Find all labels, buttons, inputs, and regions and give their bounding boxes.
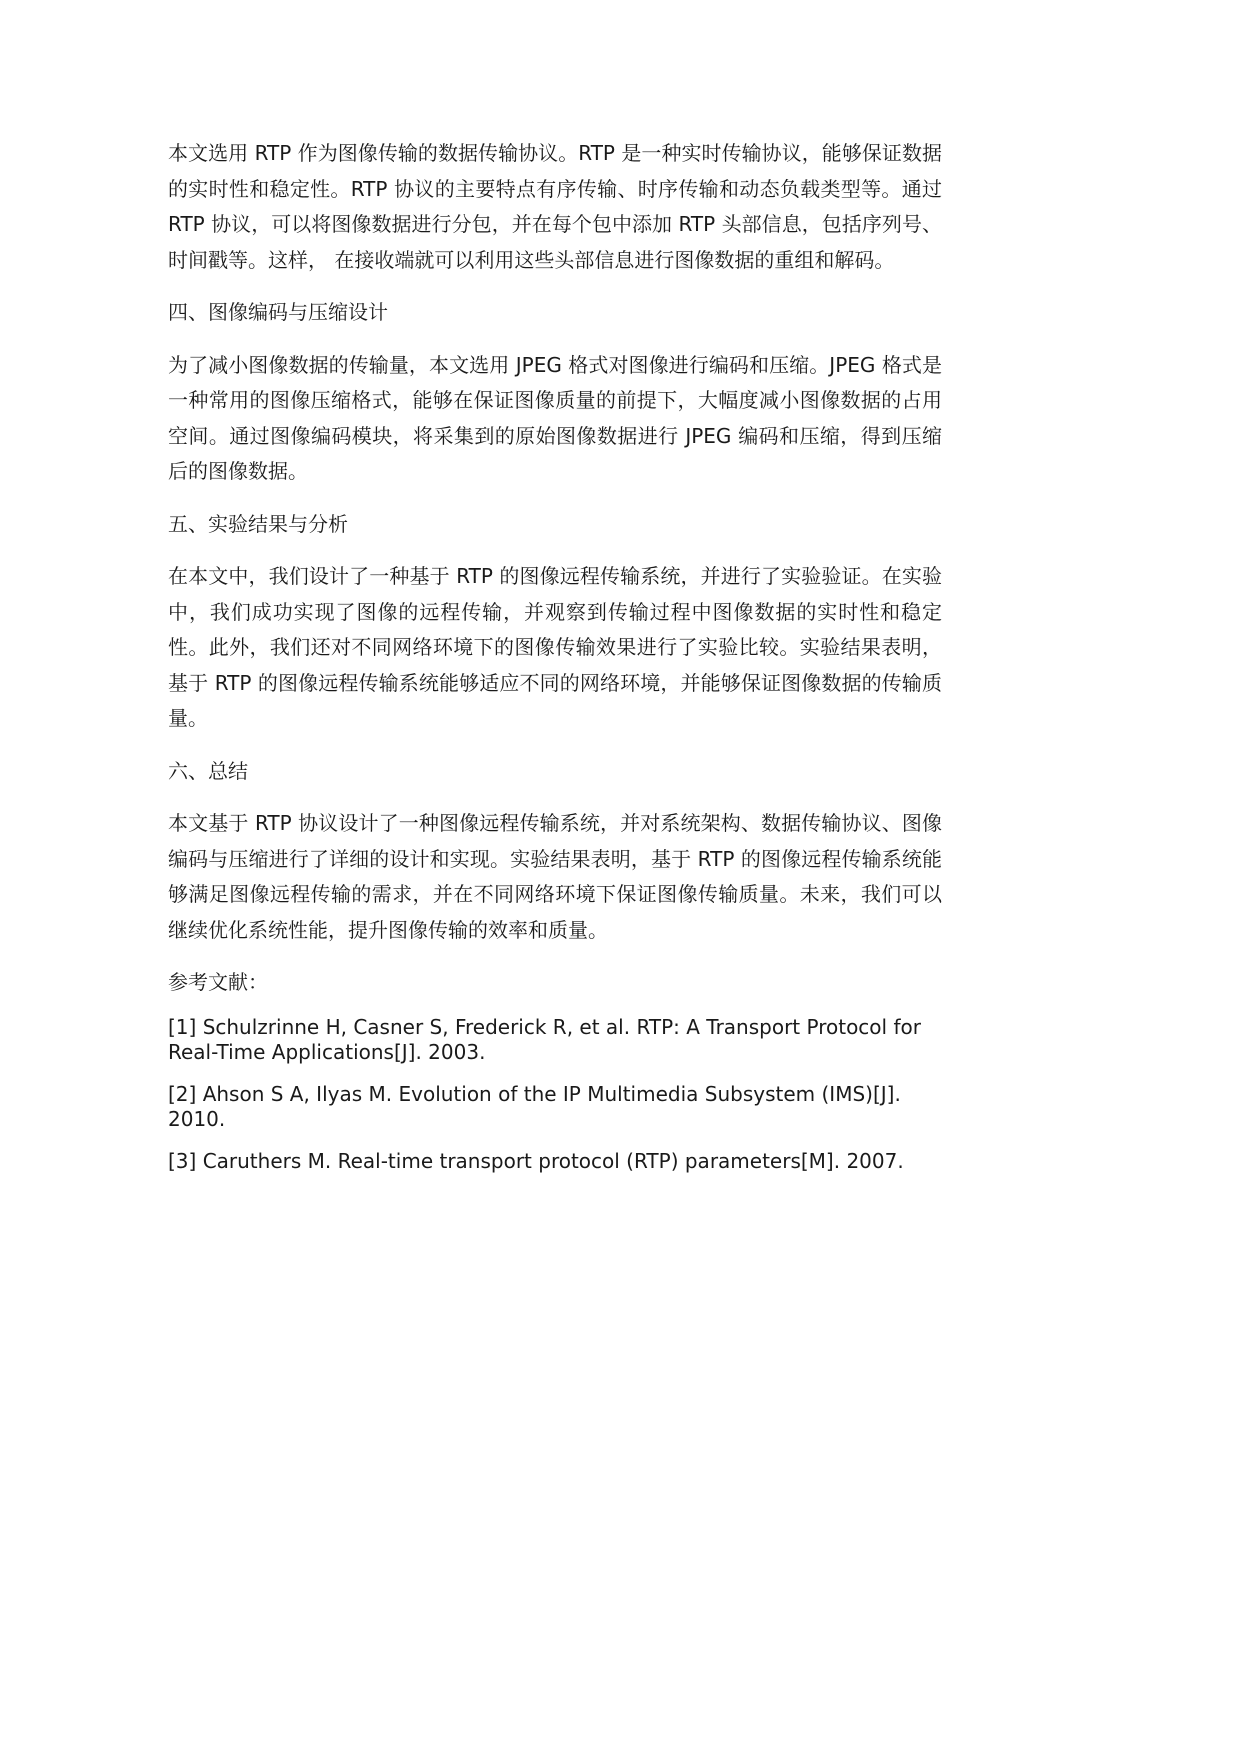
reference-list [168,1015,942,1174]
references-title: 参考文献： [168,970,268,994]
heading-spacer [168,331,942,348]
reference-item: [1] Schulzrinne H, Casner S, Frederick R, et al. RTP: A Transport Protocol for Real-Time Applications[J]. 2003. [168,1014,921,1064]
paragraph-spacer [168,737,942,754]
heading-spacer [168,542,942,559]
results-paragraph: 在本文中，我们设计了一种基于 RTP 的图像远程传输系统，并进行了实验验证。在实验中，我们成功实现了图像的远程传输，并观察到传输过程中图像数据的实时性和稳定性。此外，我们还对不同网络环境下的图像传输效果进行了实验比较。实验结果表明，基于 RTP 的图像远程传输系统能够适应不同的网络环境，并能够保证图像数据的传输质量。 [168,564,942,730]
reference-spacer [168,1132,942,1149]
section-heading-encoding: 四、图像编码与压缩设计 [168,300,388,324]
heading-spacer [168,789,942,806]
paragraph-spacer [168,278,942,295]
encoding-paragraph: 为了减小图像数据的传输量，本文选用 JPEG 格式对图像进行编码和压缩。JPEG 格式是一种常用的图像压缩格式，能够在保证图像质量的前提下，大幅度减小图像数据的占用空间。通过图像编码模块，将采集到的原始图像数据进行 JPEG 编码和压缩，得到压缩后的图像数据。 [168,352,942,483]
intro-paragraph: 本文选用 RTP 作为图像传输的数据传输协议。RTP 是一种实时传输协议，能够保证数据的实时性和稳定性。RTP 协议的主要特点有序传输、时序传输和动态负载类型等。通过 RTP 协议，可以将图像数据进行分包，并在每个包中添加 RTP 头部信息，包括序列号、时间戳等。这样， 在接收端就可以利用这些头部信息进行图像数据的重组和解码。 [168,141,942,272]
references-spacer [168,1001,942,1015]
section-heading-summary: 六、总结 [168,758,248,783]
reference-item: [2] Ahson S A, Ilyas M. Evolution of the IP Multimedia Subsystem (IMS)[J]. 2010. [168,1081,901,1131]
section-heading-results: 五、实验结果与分析 [168,511,348,536]
paragraph-spacer [168,490,942,507]
reference-item: [3] Caruthers M. Real-time transport protocol (RTP) parameters[M]. 2007. [168,1148,904,1173]
reference-spacer [168,1065,942,1082]
paragraph-spacer [168,948,942,965]
document-body [168,136,942,1174]
summary-paragraph: 本文基于 RTP 协议设计了一种图像远程传输系统，并对系统架构、数据传输协议、图像编码与压缩进行了详细的设计和实现。实验结果表明，基于 RTP 的图像远程传输系统能够满足图像远程传输的需求，并在不同网络环境下保证图像传输质量。未来，我们可以继续优化系统性能，提升图像传输的效率和质量。 [168,811,942,942]
